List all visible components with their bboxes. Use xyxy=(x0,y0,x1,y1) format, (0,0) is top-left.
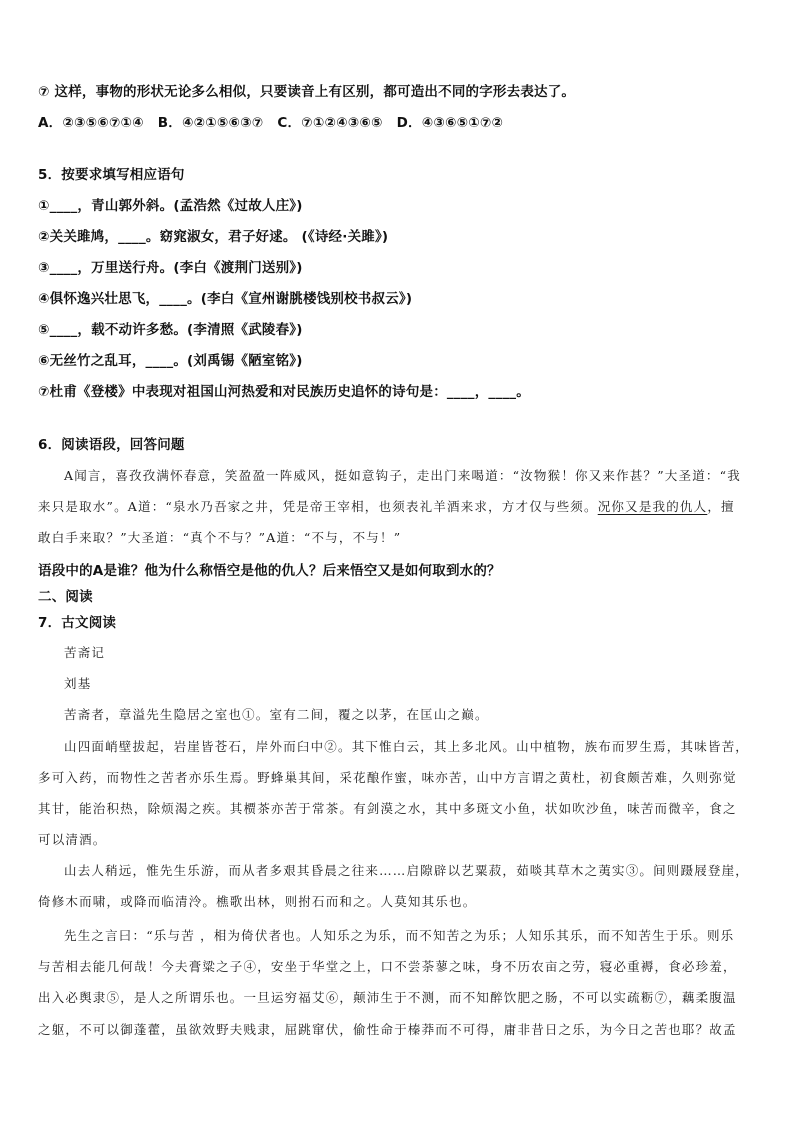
q7-line-10: 出入必舆隶⑤，是人之所谓乐也。一旦运穷福艾⑥，颠沛生于不测，而不知醉饮肥之肠，不可以实疏粝⑦，藕柔腹温 xyxy=(38,990,737,1005)
q6-passage-line-2-before: 来只是取水”。A道：“泉水乃吾家之井，凭是帝王宰相，也须表礼羊酒来求，方才仅与些须。 xyxy=(38,499,598,514)
q7-line-7: 倚修木而啸，或降而临清泠。樵歌出林，则拊石而和之。人莫知其乐也。 xyxy=(38,894,477,909)
q6-question: 语段中的A是谁？他为什么称悟空是他的仇人？后来悟空又是如何取到水的？ xyxy=(38,563,501,579)
q7-line-11: 之躯，不可以御蓬藿，虽欲效野夫贱隶，屈跳窜伏，偷性命于榛莽而不可得，庸非昔日之乐，为今日之苦也耶？故孟 xyxy=(38,1022,737,1037)
q7-line-5: 可以清酒。 xyxy=(38,832,107,847)
q5-item-1: ①____，青山郭外斜。(孟浩然《过故人庄》) xyxy=(38,198,303,214)
q4-option-a: A．②③⑤⑥⑦①④ xyxy=(38,115,144,131)
q5-item-7: ⑦杜甫《登楼》中表现对祖国山河热爱和对民族历史追怀的诗句是：____，____。 xyxy=(38,384,530,400)
q5-item-6: ⑥无丝竹之乱耳，____。(刘禹锡《陋室铭》) xyxy=(38,353,303,369)
q5-item-2: ②关关雎鸠，____。窈窕淑女，君子好逑。 (《诗经·关雎》) xyxy=(38,229,389,245)
q7-line-3: 多可入药，而物性之苦者亦乐生焉。野蜂巢其间，采花酿作蜜，味亦苦，山中方言谓之黄杜，初食颇苦难，久则弥觉 xyxy=(38,770,737,785)
q5-item-4: ④俱怀逸兴壮思飞，____。(李白《宣州谢朓楼饯别校书叔云》) xyxy=(38,291,413,307)
q4-option-d: D．④③⑥⑤①⑦② xyxy=(396,115,504,131)
q4-option-b: B．④②①⑤⑥③⑦ xyxy=(157,115,264,131)
q7-line-8: 先生之言曰：“乐与苦 ，相为倚伏者也。人知乐之为乐，而不知苦之为乐；人知乐其乐，而不知苦生于乐。则乐 xyxy=(64,928,735,943)
q7-line-9: 与苦相去能几何哉！今夫膏粱之子④，安坐于华堂之上，口不尝荼蓼之味，身不历农亩之劳，寝必重褥，食必珍羞， xyxy=(38,959,737,974)
q6-passage-line-1: A闻言，喜孜孜满怀春意，笑盈盈一阵威风，挺如意钩子，走出门来喝道：“汝物猴！你又来作甚？”大圣道：“我 xyxy=(64,468,741,483)
q6-passage-line-2-after: ，擅 xyxy=(707,499,735,514)
q7-title: 7．古文阅读 xyxy=(38,615,117,631)
q4-option-c: C．⑦①②④③⑥⑤ xyxy=(277,115,383,131)
q7-line-6: 山去人稍远，惟先生乐游，而从者多艰其昏晨之往来……启隙辟以艺粟菽，茹啖其草木之荑实③。间则蹑屐登崖， xyxy=(64,863,750,878)
q5-item-5: ⑤____，载不动许多愁。(李清照《武陵春》) xyxy=(38,322,303,338)
q4-options xyxy=(38,113,503,133)
q7-line-1: 苦斋者，章溢先生隐居之室也①。室有二间，覆之以茅，在匡山之巅。 xyxy=(64,707,489,722)
q7-line-2: 山四面峭壁拔起，岩崖皆苍石，岸外而臼中②。其下惟白云，其上多北风。山中植物，族布而罗生焉，其味皆苦， xyxy=(64,739,750,754)
q6-passage-line-3: 敢白手来取？”大圣道：“真个不与？”A道：“不与，不与！” xyxy=(38,530,402,545)
q4-item-7: ⑦ 这样，事物的形状无论多么相似，只要读音上有区别，都可造出不同的字形去表达了。 xyxy=(38,84,576,100)
q7-author: 刘基 xyxy=(64,676,92,691)
section-2-title: 二、阅读 xyxy=(38,589,93,605)
q6-underlined-phrase: 况你又是我的仇人 xyxy=(597,499,708,514)
q5-item-3: ③____，万里送行舟。(李白《渡荆门送别》) xyxy=(38,260,303,276)
q7-line-4: 其甘，能治积热，除烦渴之疾。其槚茶亦苦于常茶。有剑漠之水，其中多斑文小鱼，状如吹沙鱼，味苦而微辛，食之 xyxy=(38,801,737,816)
q6-title: 6．阅读语段，回答问题 xyxy=(38,437,185,453)
q7-essay-title: 苦斋记 xyxy=(64,645,106,660)
q6-passage-line-2 xyxy=(38,497,735,517)
q5-title: 5．按要求填写相应语句 xyxy=(38,167,185,183)
